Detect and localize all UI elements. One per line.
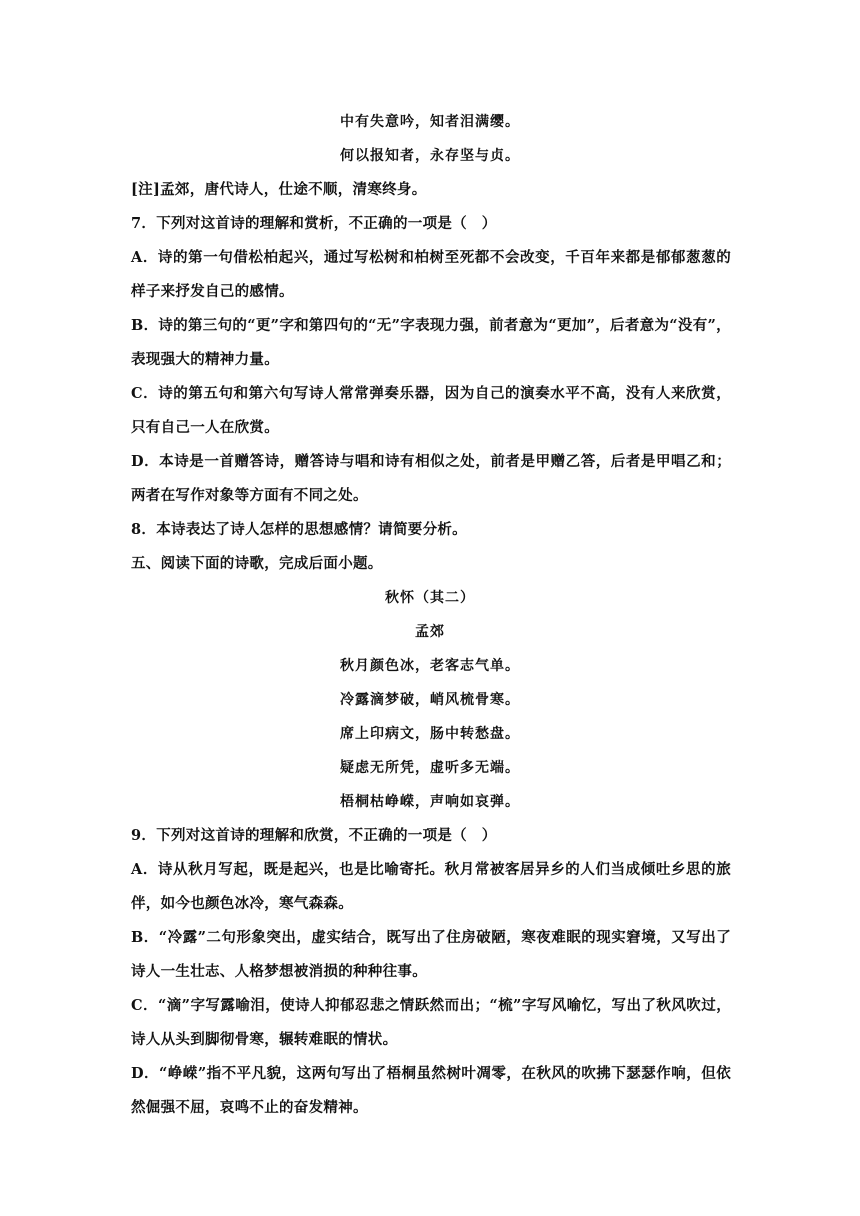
q9-option-d-line-1: D．“峥嵘”指不平凡貌，这两句写出了梧桐虽然树叶凋零，在秋风的吹拂下瑟瑟作响，但依 [131,1065,731,1082]
q7-option-a-line-2: 样子来抒发自己的感情。 [131,283,294,300]
poem2-title: 秋怀（其二） [385,590,475,606]
poem2-line-4: 疑虑无所凭，虚听多无端。 [340,760,520,776]
q9-option-c-line-1: C．“滴”字写露喻泪，使诗人抑郁忍悲之情跃然而出；“梳”字写风喻忆，写出了秋风吹过， [131,997,731,1014]
poem2-line-2: 冷露滴梦破，峭风梳骨寒。 [340,692,520,708]
q7-option-b-line-2: 表现强大的精神力量。 [131,351,279,368]
q7-option-a-line-1: A．诗的第一句借松柏起兴，通过写松树和柏树至死都不会改变，千百年来都是郁郁葱葱的 [131,249,731,266]
question-7-stem: 7．下列对这首诗的理解和赏析，不正确的一项是（ ） [131,215,497,232]
q9-option-a-line-1: A．诗从秋月写起，既是起兴，也是比喻寄托。秋月常被客居异乡的人们当成倾吐乡思的旅 [131,861,731,878]
poem1-line-2: 何以报知者，永存坚与贞。 [340,148,520,164]
q9-option-d-line-2: 然倔强不屈，哀鸣不止的奋发精神。 [131,1099,368,1116]
poem2-line-5: 梧桐枯峥嵘，声响如哀弹。 [340,794,520,810]
q9-option-b-line-2: 诗人一生壮志、人格梦想被消损的种种往事。 [131,963,427,980]
question-8: 8．本诗表达了诗人怎样的思想感情？请简要分析。 [131,521,467,538]
q9-option-a-line-2: 伴，如今也颜色冰冷，寒气森森。 [131,895,353,912]
section-5-heading: 五、阅读下面的诗歌，完成后面小题。 [131,555,383,572]
poem1-line-1: 中有失意吟，知者泪满缨。 [340,114,520,130]
q7-option-b-line-1: B．诗的第三句的“更”字和第四句的“无”字表现力强，前者意为“更加”，后者意为“没有”， [131,317,731,334]
q7-option-c-line-1: C．诗的第五句和第六句写诗人常常弹奏乐器，因为自己的演奏水平不高，没有人来欣赏， [131,385,731,402]
q7-option-c-line-2: 只有自己一人在欣赏。 [131,419,279,436]
poem2-author: 孟郊 [415,624,445,640]
poem2-line-1: 秋月颜色冰，老客志气单。 [340,658,520,674]
q9-option-b-line-1: B．“冷露”二句形象突出，虚实结合，既写出了住房破陋，寒夜难眠的现实窘境，又写出了 [131,929,731,946]
q9-option-c-line-2: 诗人从头到脚彻骨寒，辗转难眠的情状。 [131,1031,398,1048]
poem2-line-3: 席上印病文，肠中转愁盘。 [340,726,520,742]
q7-option-d-line-1: D．本诗是一首赠答诗，赠答诗与唱和诗有相似之处，前者是甲赠乙答，后者是甲唱乙和； [131,453,731,470]
author-note: [注]孟郊，唐代诗人，仕途不顺，清寒终身。 [131,181,427,198]
q7-option-d-line-2: 两者在写作对象等方面有不同之处。 [131,487,368,504]
question-9-stem: 9．下列对这首诗的理解和欣赏，不正确的一项是（ ） [131,827,497,844]
